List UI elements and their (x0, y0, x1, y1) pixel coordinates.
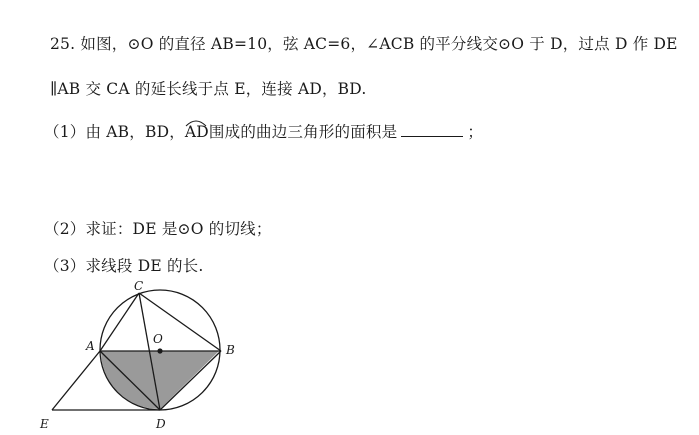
shaded-curved-triangle (101, 351, 219, 409)
problem-text-1: 如图，⊙O 的直径 AB=10，弦 AC=6，∠ACB 的平分线交⊙O 于 D，过点 D 作 DE (80, 35, 678, 53)
part1-end: ； (467, 123, 484, 141)
problem-number: 25. (50, 35, 76, 53)
arc-text: AD (184, 123, 209, 141)
label-d: D (156, 417, 166, 431)
center-point-o (157, 348, 162, 353)
chord-cb (139, 293, 221, 351)
label-c: C (134, 279, 144, 293)
label-a: A (86, 339, 95, 353)
label-b: B (226, 343, 235, 357)
chord-ac (100, 293, 139, 351)
part1-suffix: 围成的曲边三角形的面积是 (208, 123, 398, 141)
extension-ae (52, 351, 100, 410)
label-o: O (153, 332, 163, 346)
problem-text-2: ∥AB 交 CA 的延长线于点 E，连接 AD，BD. (50, 80, 367, 98)
label-e: E (40, 417, 49, 431)
part1-prefix: （1）由 AB，BD， (44, 123, 185, 141)
part3-text: （3）求线段 DE 的长. (44, 257, 204, 275)
part2-text: （2）求证：DE 是⊙O 的切线； (44, 220, 272, 238)
